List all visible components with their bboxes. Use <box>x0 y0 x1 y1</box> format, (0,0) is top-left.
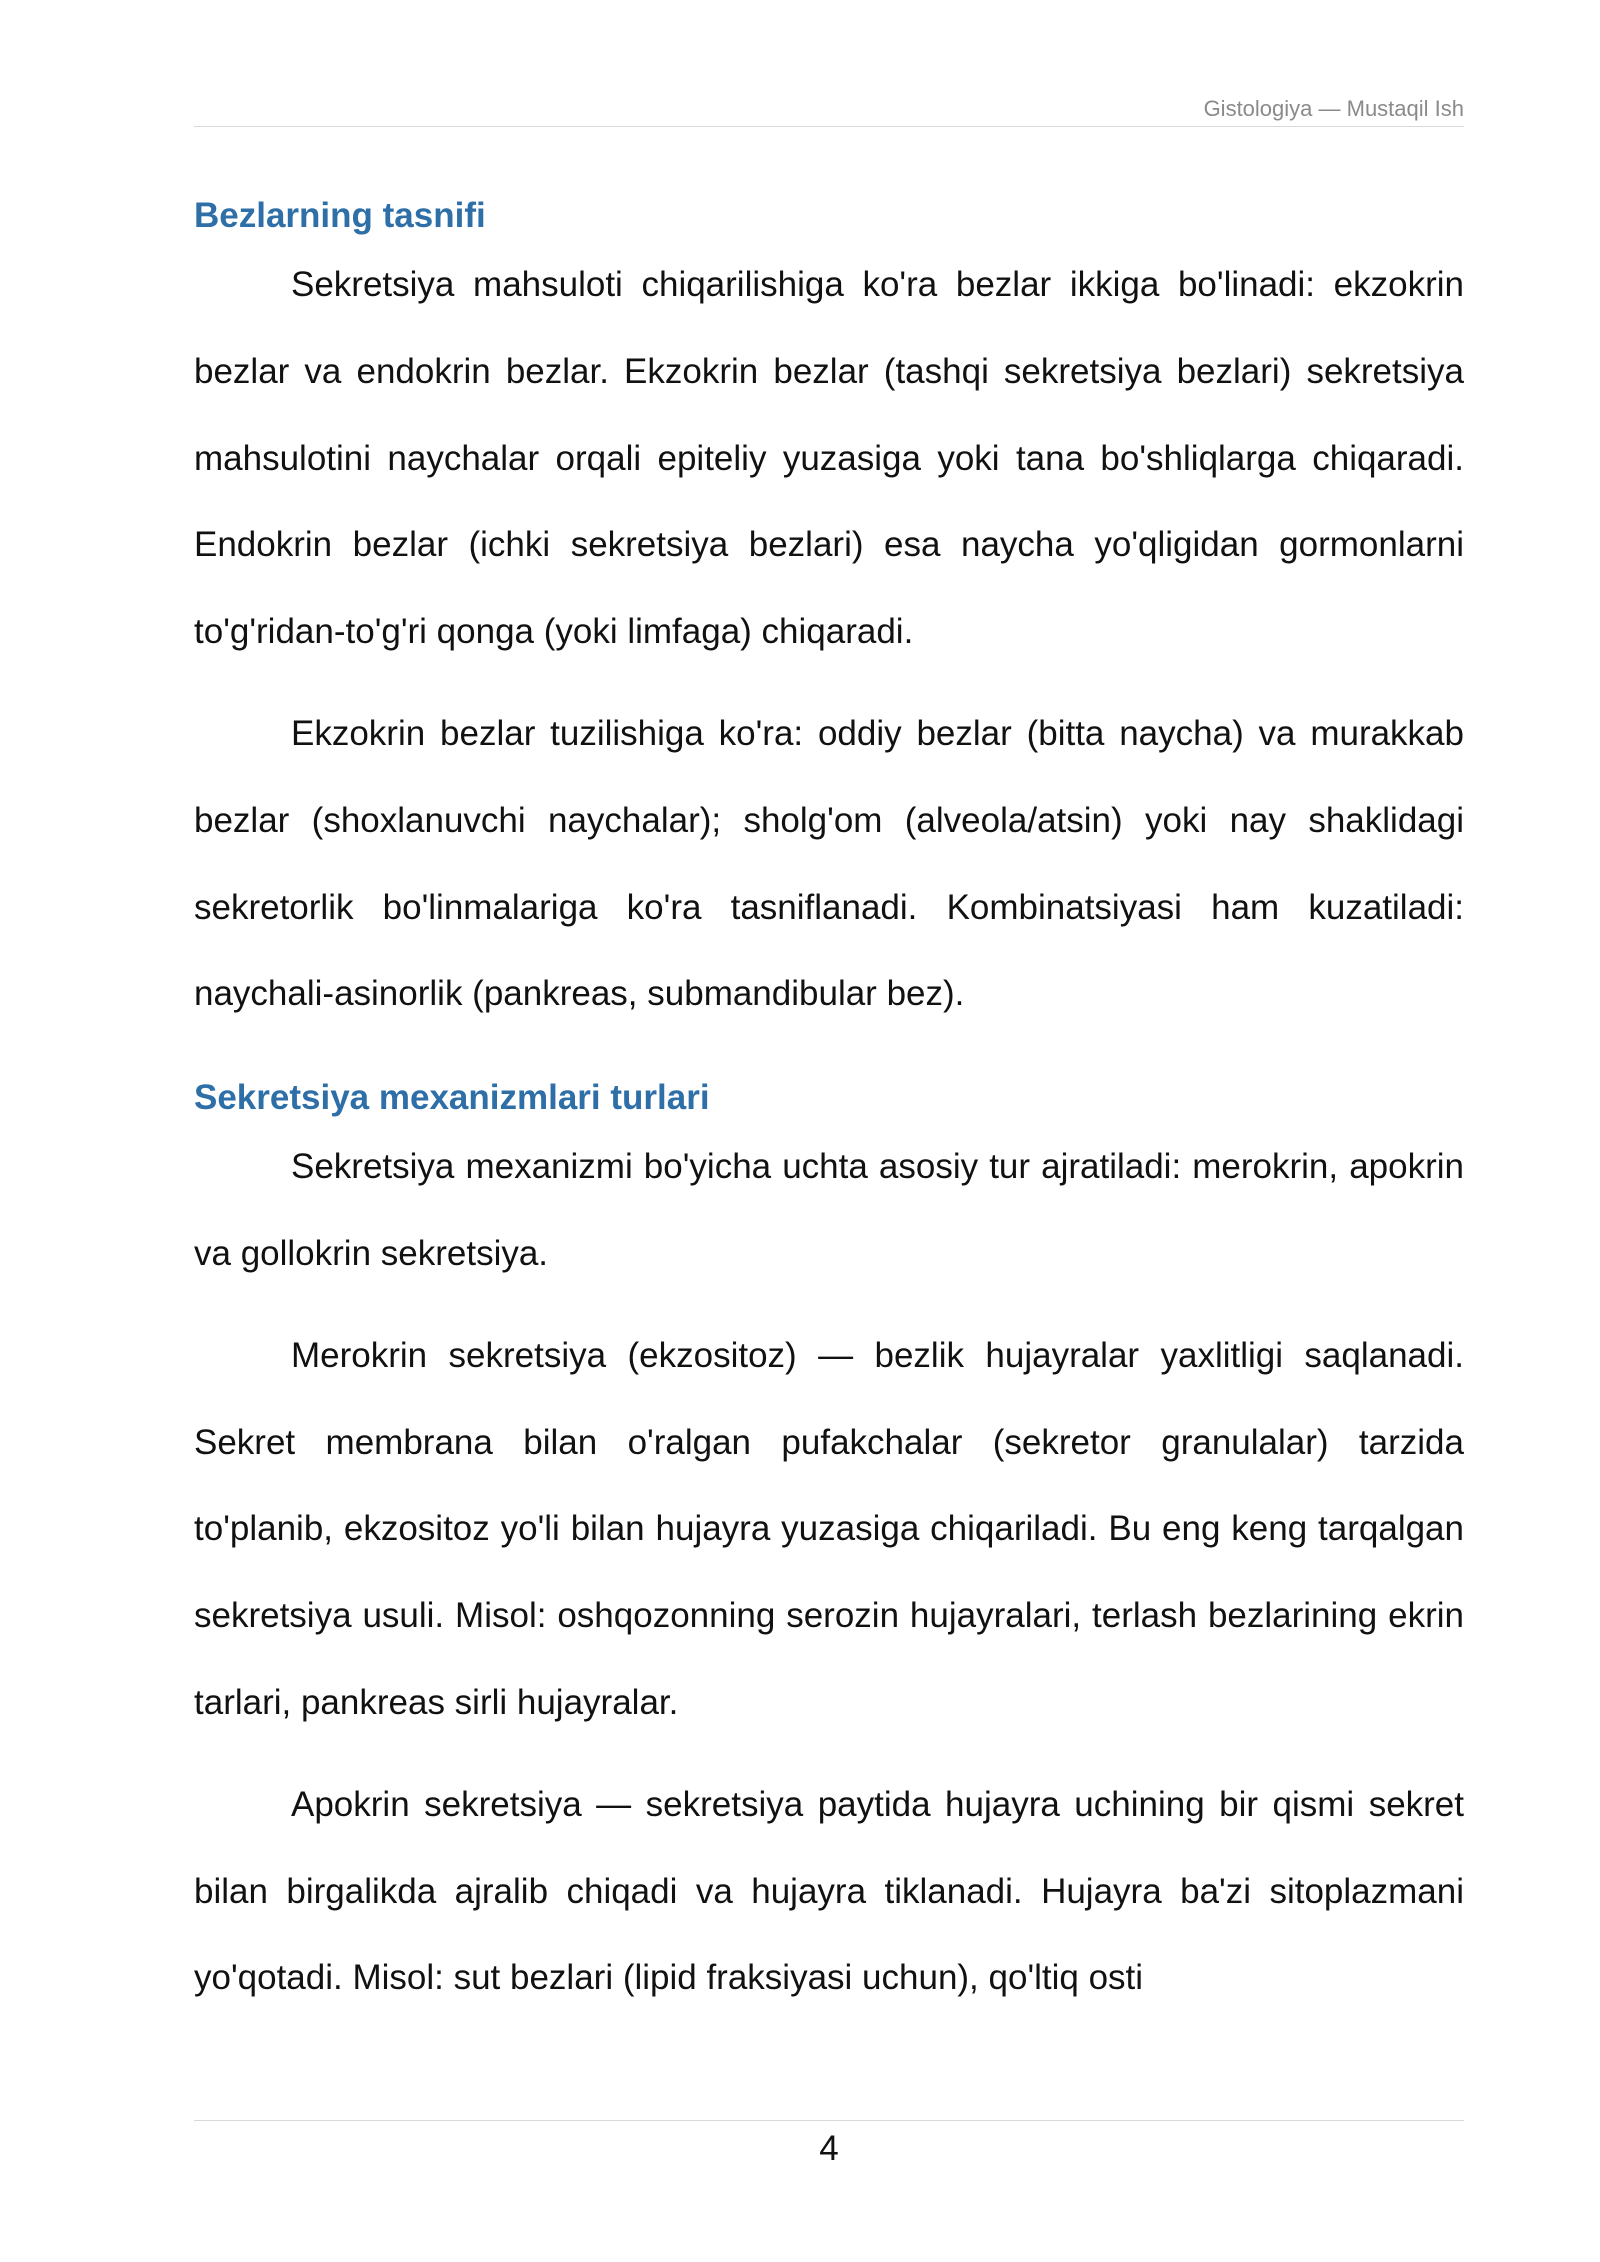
paragraph: Merokrin sekretsiya (ekzositoz) — bezlik hujayralar yaxlitligi saqlanadi. Sekret membrana bilan o'ralgan pufakchalar (sekretor granulalar) tarzida to'planib, ekzositoz yo'li bilan hujayra yuzasiga chiqariladi. Bu eng keng tarqalgan sekretsiya usuli. Misol: oshqozonning serozin hujayralari, terlash bezlarining ekrin tarlari, pankreas sirli hujayralar. <box>194 1335 1464 1722</box>
paragraph: Sekretsiya mexanizmi bo'yicha uchta asosiy tur ajratiladi: merokrin, apokrin va gollokrin sekretsiya. <box>194 1147 1464 1273</box>
page-header <box>194 92 1464 127</box>
section-title-secretion-mechanisms: Sekretsiya mexanizmlari turlari <box>194 1078 710 1118</box>
section-title-gland-classification: Bezlarning tasnifi <box>194 196 486 235</box>
page-number: 4 <box>819 2129 839 2168</box>
paragraph: Sekretsiya mahsuloti chiqarilishiga ko'ra bezlar ikkiga bo'linadi: ekzokrin bezlar va endokrin bezlar. Ekzokrin bezlar (tashqi sekretsiya bezlari) sekretsiya mahsulotini naychalar orqali epiteliy yuzasiga yoki tana bo'shliqlarga chiqaradi. Endokrin bezlar (ichki sekretsiya bezlari) esa naycha yo'qligidan gormonlarni to'g'ridan-to'g'ri qonga (yoki limfaga) chiqaradi. <box>194 265 1464 652</box>
page-footer <box>194 2120 1464 2168</box>
document-body <box>194 190 1464 2022</box>
paragraph: Apokrin sekretsiya — sekretsiya paytida hujayra uchining bir qismi sekret bilan birgalikda ajralib chiqadi va hujayra tiklanadi. Hujayra ba'zi sitoplazmani yo'qotadi. Misol: sut bezlari (lipid fraksiyasi uchun), qo'ltiq osti <box>194 1784 1464 1998</box>
header-title: Gistologiya — Mustaqil Ish <box>1203 96 1464 121</box>
paragraph: Ekzokrin bezlar tuzilishiga ko'ra: oddiy bezlar (bitta naycha) va murakkab bezlar (shoxlanuvchi naychalar); sholg'om (alveola/atsin) yoki nay shaklidagi sekretorlik bo'linmalariga ko'ra tasniflanadi. Kombinatsiyasi ham kuzatiladi: naychali-asinorlik (pankreas, submandibular bez). <box>194 713 1464 1014</box>
